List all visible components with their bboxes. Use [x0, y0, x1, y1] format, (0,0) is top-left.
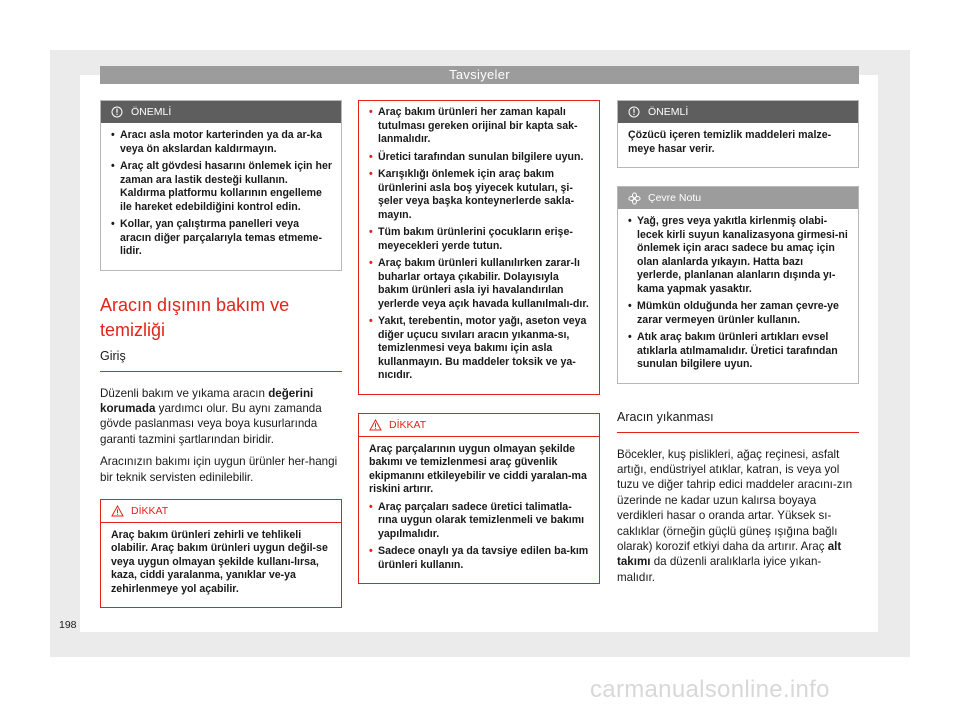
products-paragraph: Aracınızın bakımı için uygun ürünler her-hangi bir teknik servisten edinilebilir.	[100, 455, 338, 484]
caution-box-2-header	[359, 414, 599, 437]
list-item: • Araç bakım ürünleri kullanılırken zarar-lı buharlar ortaya çıkabilir. Dolayısıyla bakım ürünleri asla iyi havalandırılan yerlerde veya açık havada kullanılmalı-dır.	[369, 257, 589, 310]
environment-note-title: Çevre Notu	[648, 192, 702, 204]
list-item: • Sadece onaylı ya da tavsiye edilen ba-kım ürünleri kullanın.	[369, 545, 589, 571]
warning-triangle-icon	[369, 419, 389, 431]
important-box-header	[101, 101, 341, 123]
column-2	[358, 100, 600, 598]
list-item: • Araç bakım ürünleri her zaman kapalı tutulması gereken orijinal bir kapta sak-lanmalıdır.	[369, 106, 578, 145]
warning-triangle-icon	[111, 505, 131, 517]
column-1	[100, 100, 342, 622]
caution-box-2-title: DİKKAT	[389, 418, 427, 431]
list-item: • Yağ, gres veya yakıtla kirlenmiş olabi-lecek kirli suyun kanalizasyona girmesi-ni önlemek için aracı sadece bu amaç için olan alanlarda yıkayın. Hatta bazı yerlerde, planlanan alanların dışında yı-kama yapmak yasaktır.	[628, 215, 848, 295]
watermark: carmanualsonline.info	[590, 676, 830, 703]
list-item: • Kollar, yan çalıştırma panelleri veya aracın diğer parçalarıyla temas etmeme-lidir.	[111, 218, 322, 257]
intro-paragraph: Düzenli bakım ve yıkama aracın değerini korumada yardımcı olur. Bu aynı zamanda gövde paslanması veya boya kusurlarında garanti tazmini şartlarından biridir.	[100, 386, 322, 446]
page-header: Tavsiyeler	[100, 66, 859, 84]
column-3	[617, 100, 859, 592]
caution-intro: Araç parçalarının uygun olmayan şekilde bakımı ve temizlenmesi araç güvenlik ekipmanını etkileyebilir ve ciddi yaralan-ma riskini artırır.	[369, 442, 587, 495]
caution-continued-box	[358, 100, 600, 395]
important-box-2-header	[618, 101, 858, 123]
subsection-title-intro: Giriş	[100, 349, 342, 372]
important-box-title: ÖNEMLİ	[131, 106, 172, 118]
list-item: • Atık araç bakım ürünleri artıkları evsel atıklarla atılmamalıdır. Üretici tarafından sunulan bilgilere uyun.	[628, 331, 838, 370]
leaf-flower-icon	[628, 192, 648, 205]
environment-note-header	[618, 187, 858, 209]
list-item: • Araç parçaları sadece üretici talimatla-rına uygun olarak temizlenmeli ve bakımı yapılmalıdır.	[369, 500, 585, 540]
list-item: • Aracı asla motor karterinden ya da ar-ka veya ön akslardan kaldırmayın.	[111, 129, 322, 155]
important-box-2-title: ÖNEMLİ	[648, 106, 689, 118]
important-text: Çözücü içeren temizlik maddeleri malze-meye hasar verir.	[628, 129, 832, 155]
washing-paragraph: Böcekler, kuş pislikleri, ağaç reçinesi, asfalt artığı, endüstriyel atıklar, katran, is veya yol tuzu ve diğer tahrip edici maddeler aracını-zın üzerinde ne kadar uzun kalırsa boyaya verdikleri hasar o oranda artar. Yüksek sı-caklıklar (örneğin güçlü güneş ışığına bağlı olarak) korozif etkiyi daha da artırır. Araç alt takımı da düzenli aralıklarla iyice yıkan-malıdır.	[617, 447, 853, 584]
list-item: • Tüm bakım ürünlerini çocukların erişe-meyecekleri yerde tutun.	[369, 226, 573, 252]
list-item: • Araç alt gövdesi hasarını önlemek için her zaman ara lastik desteği kullanın. Kaldırma platformu kollarının engelleme ile hareket edebildiğini kontrol edin.	[111, 160, 332, 213]
list-item: • Yakıt, terebentin, motor yağı, aseton veya diğer uçucu sıvıları aracın yıkanma-sı, temizlenmesi veya bakımı için asla kullanmayın. Bu maddeler toksik ve ya-nıcıdır.	[369, 315, 587, 381]
subsection-title-washing: Aracın yıkanması	[617, 410, 859, 433]
important-box	[100, 100, 342, 271]
section-title: Aracın dışının bakım ve temizliği	[100, 294, 290, 340]
caution-text: Araç bakım ürünleri zehirli ve tehlikeli olabilir. Araç bakım ürünleri uygun değil-se veya uygun olmayan şekilde kullanı-lırsa, kaza, ciddi yaralanma, yanıklar ve-ya zehirlenmeye yol açabilir.	[111, 528, 328, 595]
caution-box-title: DİKKAT	[131, 504, 169, 517]
info-circle-icon	[111, 106, 131, 118]
caution-box-header	[101, 500, 341, 523]
info-circle-icon	[628, 106, 648, 118]
important-box-2	[617, 100, 859, 168]
environment-note-box	[617, 186, 859, 384]
caution-box	[100, 499, 342, 609]
list-item: • Mümkün olduğunda her zaman çevre-ye zarar vermeyen ürünler kullanın.	[628, 300, 839, 326]
list-item: • Karışıklığı önlemek için araç bakım ürünlerini asla boş yiyecek kutuları, şi-şeler veya başka konteynerlerde sakla-mayın.	[369, 168, 575, 221]
list-item: • Üretici tarafından sunulan bilgilere uyun.	[369, 150, 584, 163]
page-number: 198	[59, 619, 77, 631]
caution-box-2	[358, 413, 600, 585]
